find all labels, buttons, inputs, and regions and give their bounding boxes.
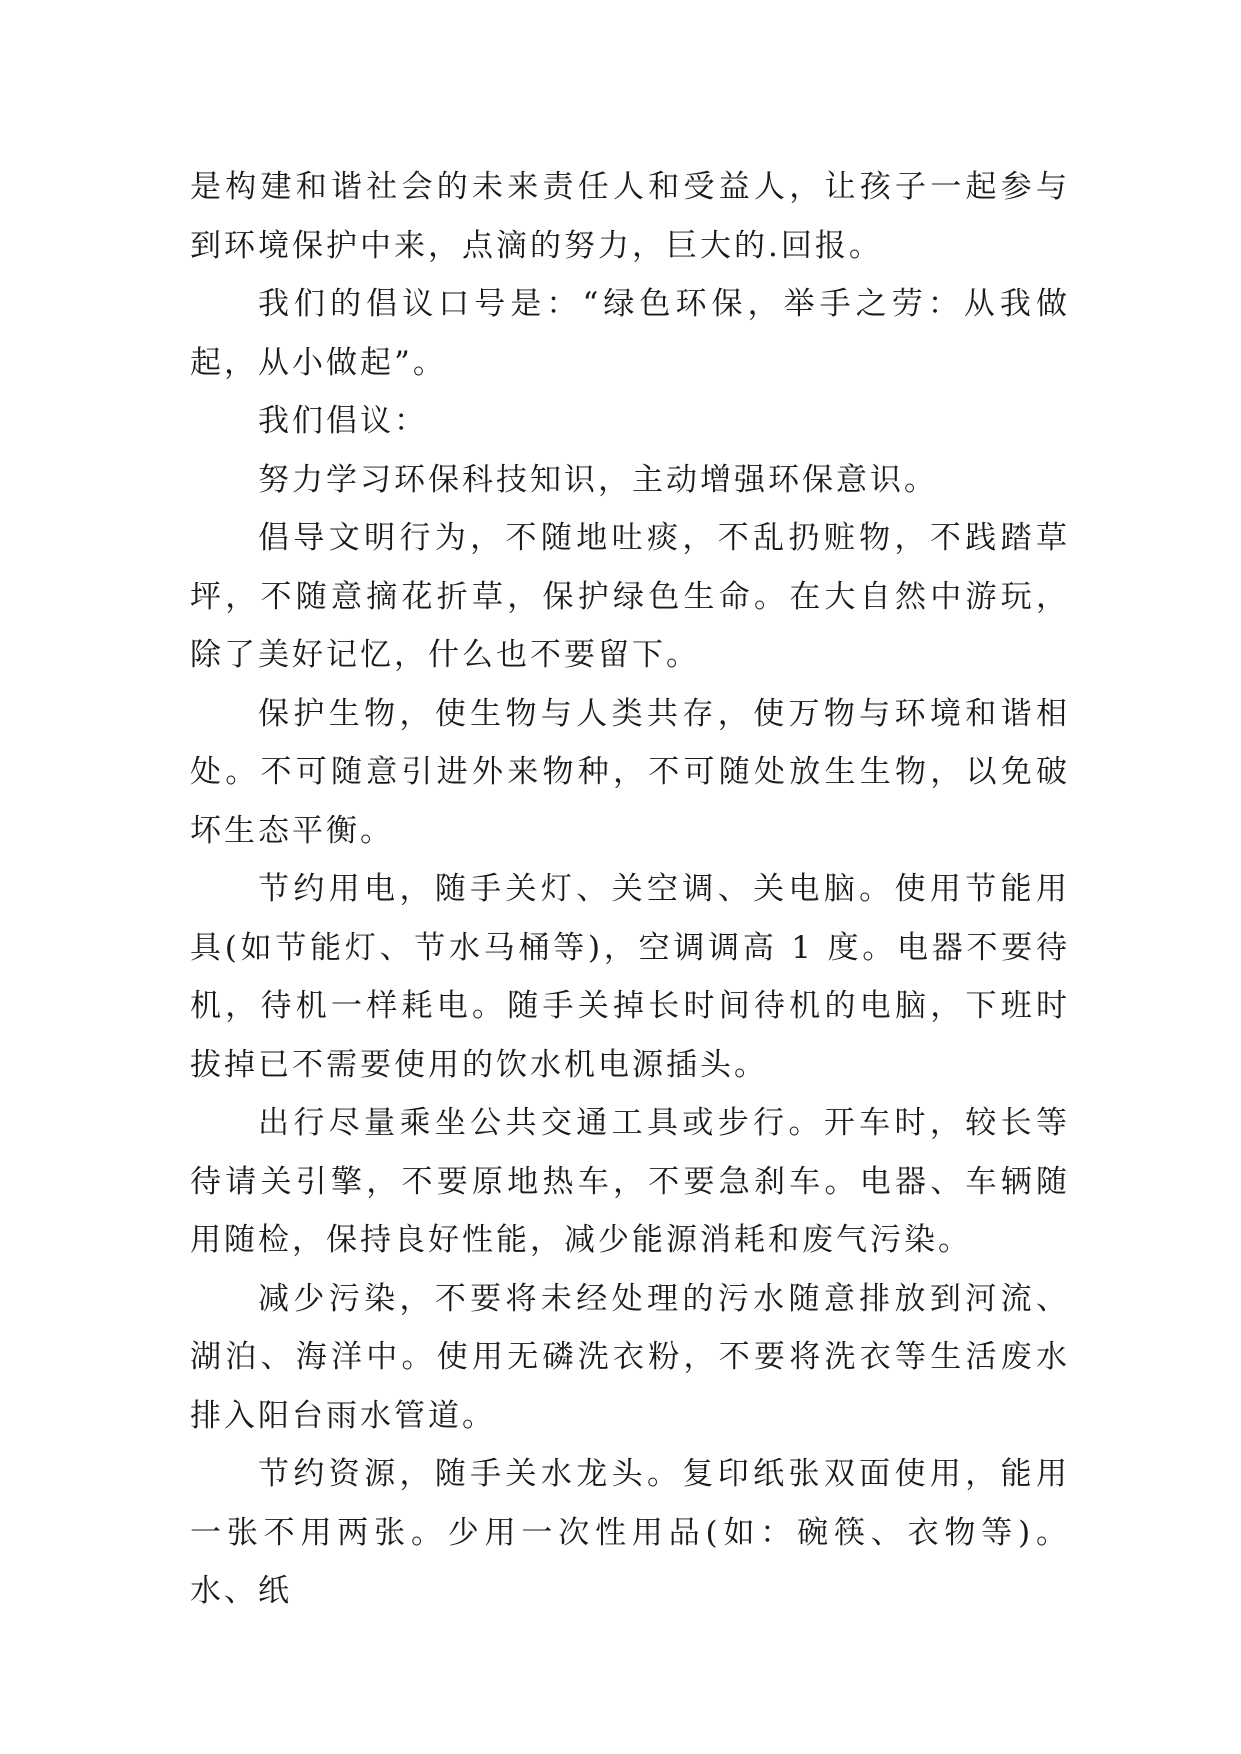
paragraph-2: 我们的倡议口号是：“绿色环保，举手之劳：从我做起，从小做起”。 bbox=[190, 286, 1070, 381]
paragraph-7: 节约用电，随手关灯、关空调、关电脑。使用节能用具(如节能灯、节水马桶等)，空调调高 1 度。电器不要待机，待机一样耗电。随手关掉长时间待机的电脑，下班时拔掉已不需要使用的饮水机电源插头。 bbox=[190, 871, 1070, 1083]
paragraph-4: 努力学习环保科技知识，主动增强环保意识。 bbox=[258, 461, 938, 498]
paragraph-8: 出行尽量乘坐公共交通工具或步行。开车时，较长等待请关引擎，不要原地热车，不要急刹车。电器、车辆随用随检，保持良好性能，减少能源消耗和废气污染。 bbox=[190, 1105, 1070, 1258]
paragraph-6: 保护生物，使生物与人类共存，使万物与环境和谐相处。不可随意引进外来物种，不可随处放生生物，以免破坏生态平衡。 bbox=[190, 695, 1070, 849]
document-body bbox=[190, 158, 1070, 1621]
paragraph-9: 减少污染，不要将未经处理的污水随意排放到河流、湖泊、海洋中。使用无磷洗衣粉，不要将洗衣等生活废水排入阳台雨水管道。 bbox=[190, 1280, 1070, 1434]
paragraph-1: 是构建和谐社会的未来责任人和受益人，让孩子一起参与到环境保护中来，点滴的努力，巨大的.回报。 bbox=[190, 169, 1070, 264]
paragraph-3: 我们倡议： bbox=[258, 403, 428, 439]
paragraph-10: 节约资源，随手关水龙头。复印纸张双面使用，能用一张不用两张。少用一次性用品(如：碗筷、衣物等)。水、纸 bbox=[190, 1456, 1070, 1609]
paragraph-5: 倡导文明行为，不随地吐痰，不乱扔赃物，不践踏草坪，不随意摘花折草，保护绿色生命。在大自然中游玩，除了美好记忆，什么也不要留下。 bbox=[190, 520, 1070, 673]
